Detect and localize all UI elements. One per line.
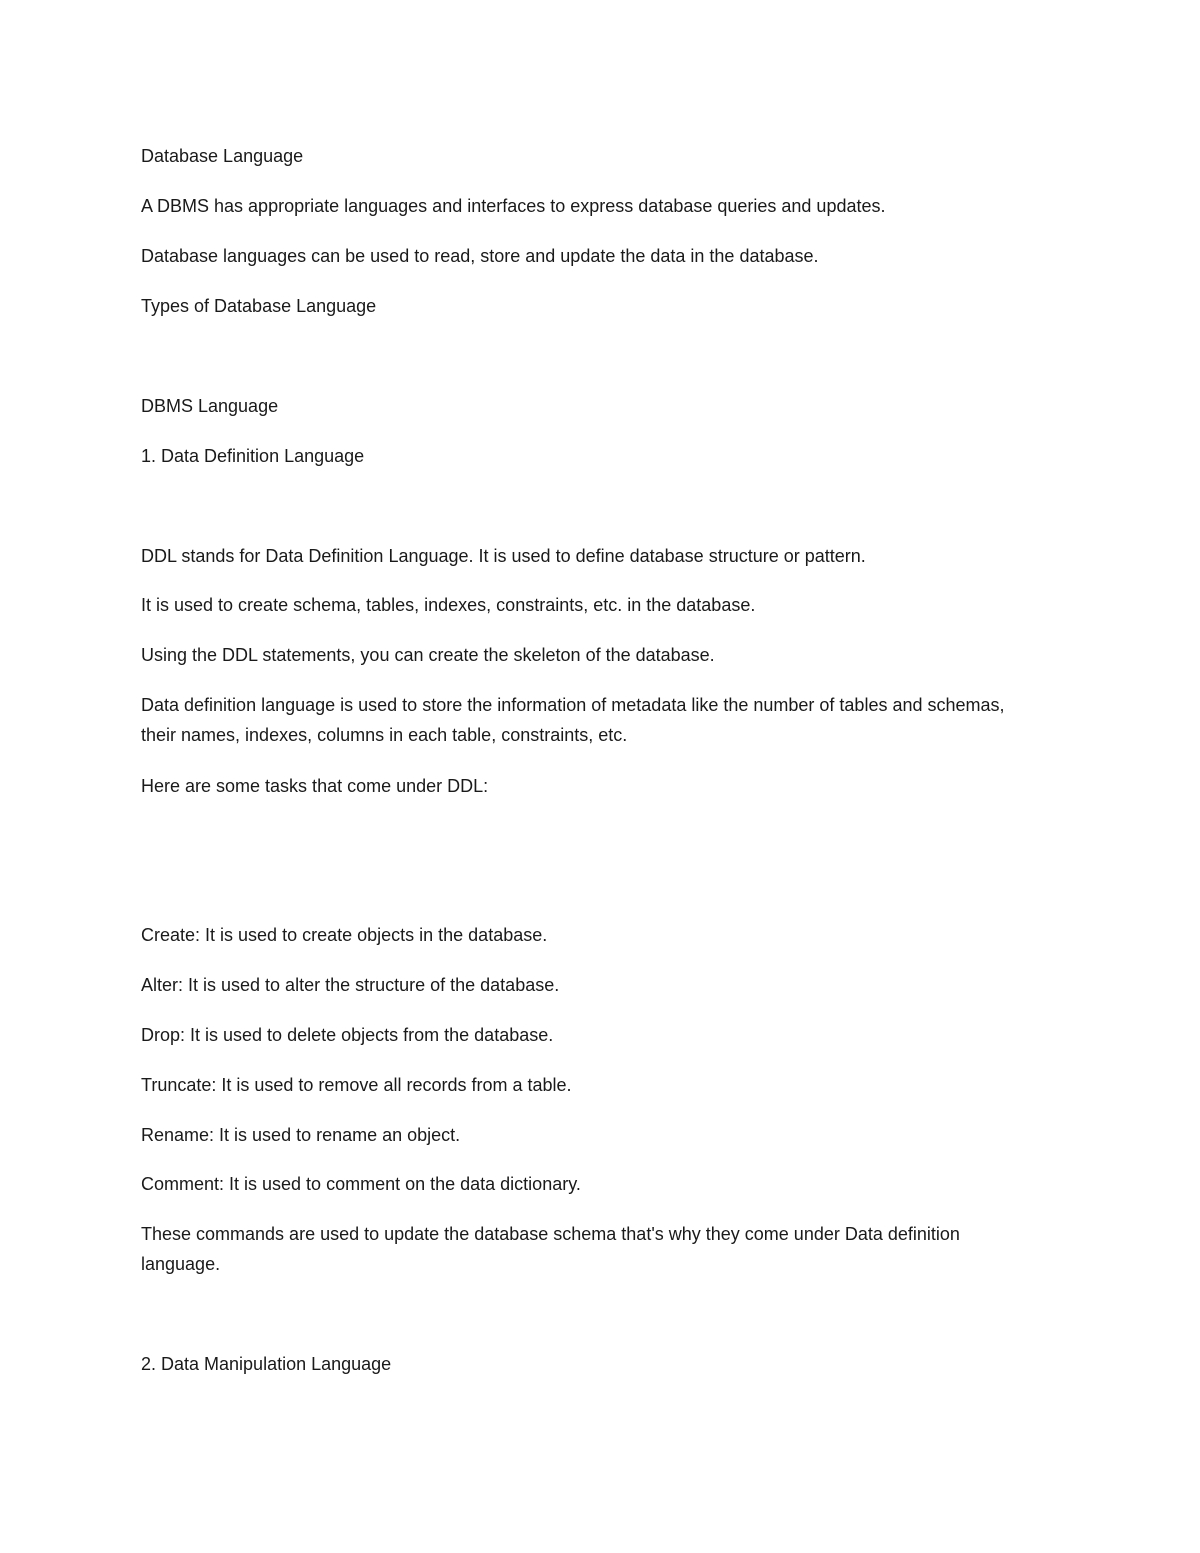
paragraph: Database languages can be used to read, store and update the data in the database. (141, 246, 819, 266)
subsection-heading: 1. Data Definition Language (141, 446, 365, 466)
paragraph: Using the DDL statements, you can create the skeleton of the database. (141, 645, 715, 665)
ddl-command-alter: Alter: It is used to alter the structure of the database. (141, 975, 560, 995)
section-heading: DBMS Language (141, 396, 279, 416)
ddl-command-rename: Rename: It is used to rename an object. (141, 1125, 461, 1145)
ddl-command-comment: Comment: It is used to comment on the data dictionary. (141, 1174, 581, 1194)
ddl-command-truncate: Truncate: It is used to remove all records from a table. (141, 1075, 572, 1095)
paragraph: Data definition language is used to store the information of metadata like the number of tables and schemas, their names, indexes, columns in each table, constraints, etc. (141, 695, 1005, 745)
paragraph: DDL stands for Data Definition Language. It is used to define database structure or pattern. (141, 546, 866, 566)
section-heading: Types of Database Language (141, 296, 377, 316)
paragraph: Here are some tasks that come under DDL: (141, 776, 489, 796)
ddl-command-create: Create: It is used to create objects in the database. (141, 925, 548, 945)
subsection-heading: 2. Data Manipulation Language (141, 1354, 392, 1374)
document-title: Database Language (141, 146, 304, 166)
paragraph: It is used to create schema, tables, indexes, constraints, etc. in the database. (141, 595, 756, 615)
paragraph: These commands are used to update the database schema that's why they come under Data definition language. (141, 1224, 960, 1274)
ddl-command-drop: Drop: It is used to delete objects from the database. (141, 1025, 554, 1045)
paragraph: A DBMS has appropriate languages and interfaces to express database queries and updates. (141, 196, 886, 216)
